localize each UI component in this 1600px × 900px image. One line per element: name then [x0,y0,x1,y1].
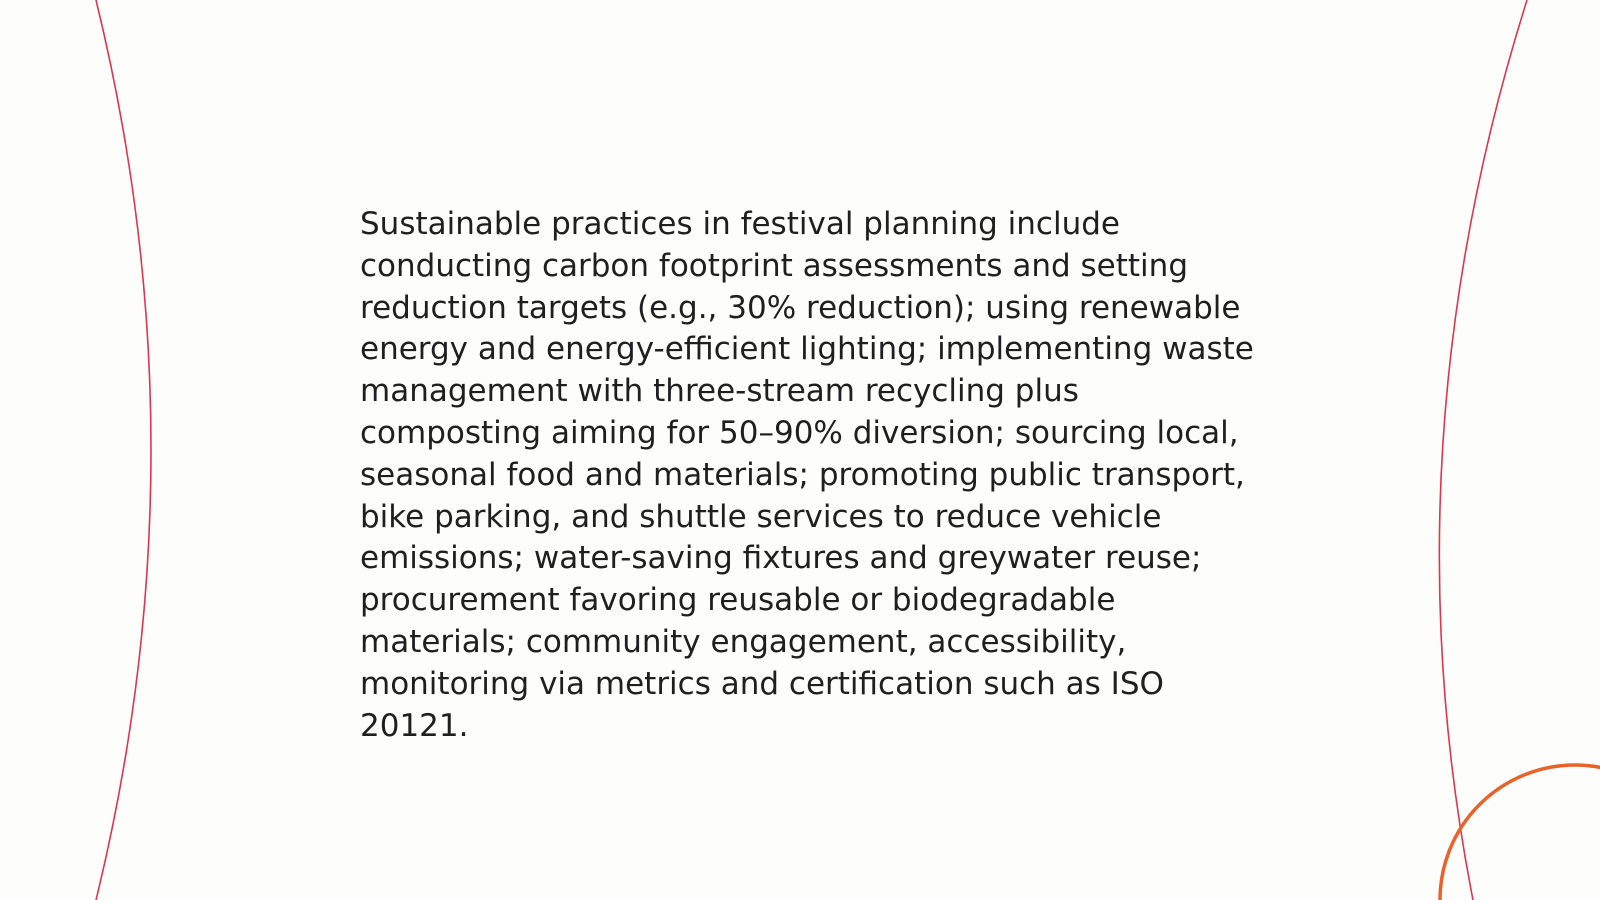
orange-ring-decoration [1440,765,1600,900]
right-arc-decoration [1439,0,1527,900]
slide-body-text: Sustainable practices in festival planning include conducting carbon footprint assessments and setting reduction targets (e.g., 30% reduction); using renewable energy and energy-efficient lighting; implementing waste management with three-stream recycling plus composting aiming for 50–90% diversion; sourcing local, seasonal food and materials; promoting public transport, bike parking, and shuttle services to reduce vehicle emissions; water-saving fixtures and greywater reuse; procurement favoring reusable or biodegradable materials; community engagement, accessibility, monitoring via metrics and certification such as ISO 20121. [360,206,1254,744]
left-arc-decoration [96,0,151,900]
